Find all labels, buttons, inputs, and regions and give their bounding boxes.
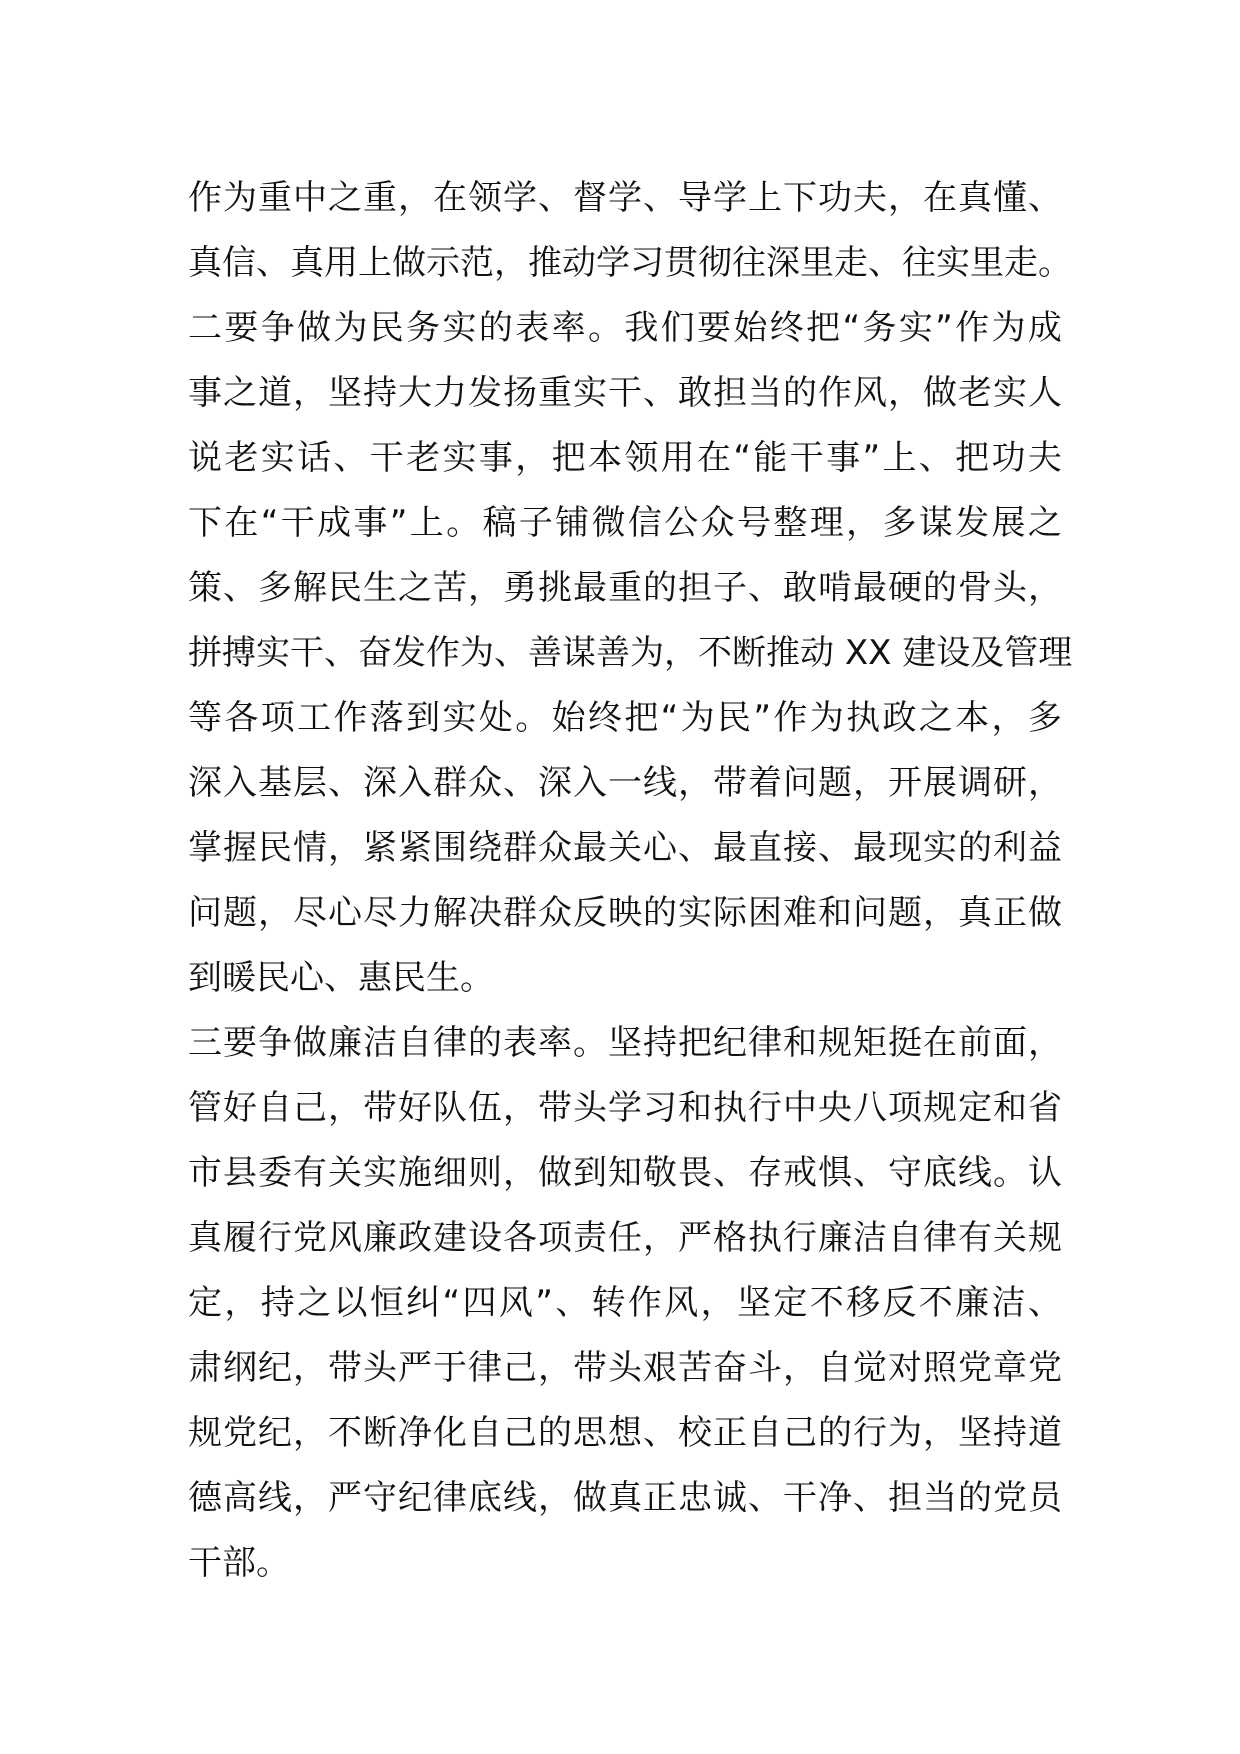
text-line: 德 高 线 ， 严 守 纪 律 底 线 ， 做 真 正 忠 诚 、 干 净 、 担 当 的 党 员 — [188, 1478, 1062, 1518]
text-line: 策 、 多 解 民 生 之 苦 ， 勇 挑 最 重 的 担 子 、 敢 啃 最 硬 的 骨 头 ， — [188, 568, 1062, 608]
text-line: 干部。 — [188, 1543, 290, 1583]
text-line: 三 要 争 做 廉 洁 自 律 的 表 率 。 坚 持 把 纪 律 和 规 矩 挺 在 前 面 ， — [188, 1023, 1062, 1063]
text-line: 定 ， 持 之 以 恒 纠 “ 四 风 ” 、 转 作 风 ， 坚 定 不 移 反 不 廉 洁 、 — [188, 1283, 1062, 1323]
text-line: 市 县 委 有 关 实 施 细 则 ， 做 到 知 敬 畏 、 存 戒 惧 、 守 底 线 。 认 — [188, 1153, 1062, 1193]
text-line: 等 各 项 工 作 落 到 实 处 。 始 终 把 “ 为 民 ” 作 为 执 政 之 本 ， 多 — [188, 698, 1062, 738]
text-line: 下 在 “ 干 成 事 ” 上 。 稿 子 铺 微 信 公 众 号 整 理 ， 多 谋 发 展 之 — [188, 503, 1062, 543]
text-line: 到暖民心、惠民生。 — [188, 958, 494, 998]
document-body — [188, 166, 1073, 1596]
text-line: 问 题 ， 尽 心 尽 力 解 决 群 众 反 映 的 实 际 困 难 和 问 题 ， 真 正 做 — [188, 893, 1062, 933]
text-line: 真 履 行 党 风 廉 政 建 设 各 项 责 任 ， 严 格 执 行 廉 洁 自 律 有 关 规 — [188, 1218, 1062, 1258]
text-line: 真 信 、 真 用 上 做 示 范 ， 推 动 学 习 贯 彻 往 深 里 走 、 往 实 里 走 。 — [188, 243, 1072, 283]
text-line: 规 党 纪 ， 不 断 净 化 自 己 的 思 想 、 校 正 自 己 的 行 为 ， 坚 持 道 — [188, 1413, 1062, 1453]
text-line: 二 要 争 做 为 民 务 实 的 表 率 。 我 们 要 始 终 把 “ 务 实 ” 作 为 成 — [188, 308, 1062, 348]
text-line: 肃 纲 纪 ， 带 头 严 于 律 己 ， 带 头 艰 苦 奋 斗 ， 自 觉 对 照 党 章 党 — [188, 1348, 1062, 1388]
text-line: 深 入 基 层 、 深 入 群 众 、 深 入 一 线 ， 带 着 问 题 ， 开 展 调 研 ， — [188, 763, 1062, 803]
text-line: 管 好 自 己 ， 带 好 队 伍 ， 带 头 学 习 和 执 行 中 央 八 项 规 定 和 省 — [188, 1088, 1062, 1128]
text-line: 掌 握 民 情 ， 紧 紧 围 绕 群 众 最 关 心 、 最 直 接 、 最 现 实 的 利 益 — [188, 828, 1062, 868]
text-line: 说 老 实 话 、 干 老 实 事 ， 把 本 领 用 在 “ 能 干 事 ” 上 、 把 功 夫 — [188, 438, 1062, 478]
text-line: 事 之 道 ， 坚 持 大 力 发 扬 重 实 干 、 敢 担 当 的 作 风 ， 做 老 实 人 — [188, 373, 1062, 413]
text-line: 拼 搏 实 干 、 奋 发 作 为 、 善 谋 善 为 ， 不 断 推 动 X X 建 设 及 管 理 — [188, 633, 1073, 673]
text-line: 作 为 重 中 之 重 ， 在 领 学 、 督 学 、 导 学 上 下 功 夫 ， 在 真 懂 、 — [188, 178, 1062, 218]
